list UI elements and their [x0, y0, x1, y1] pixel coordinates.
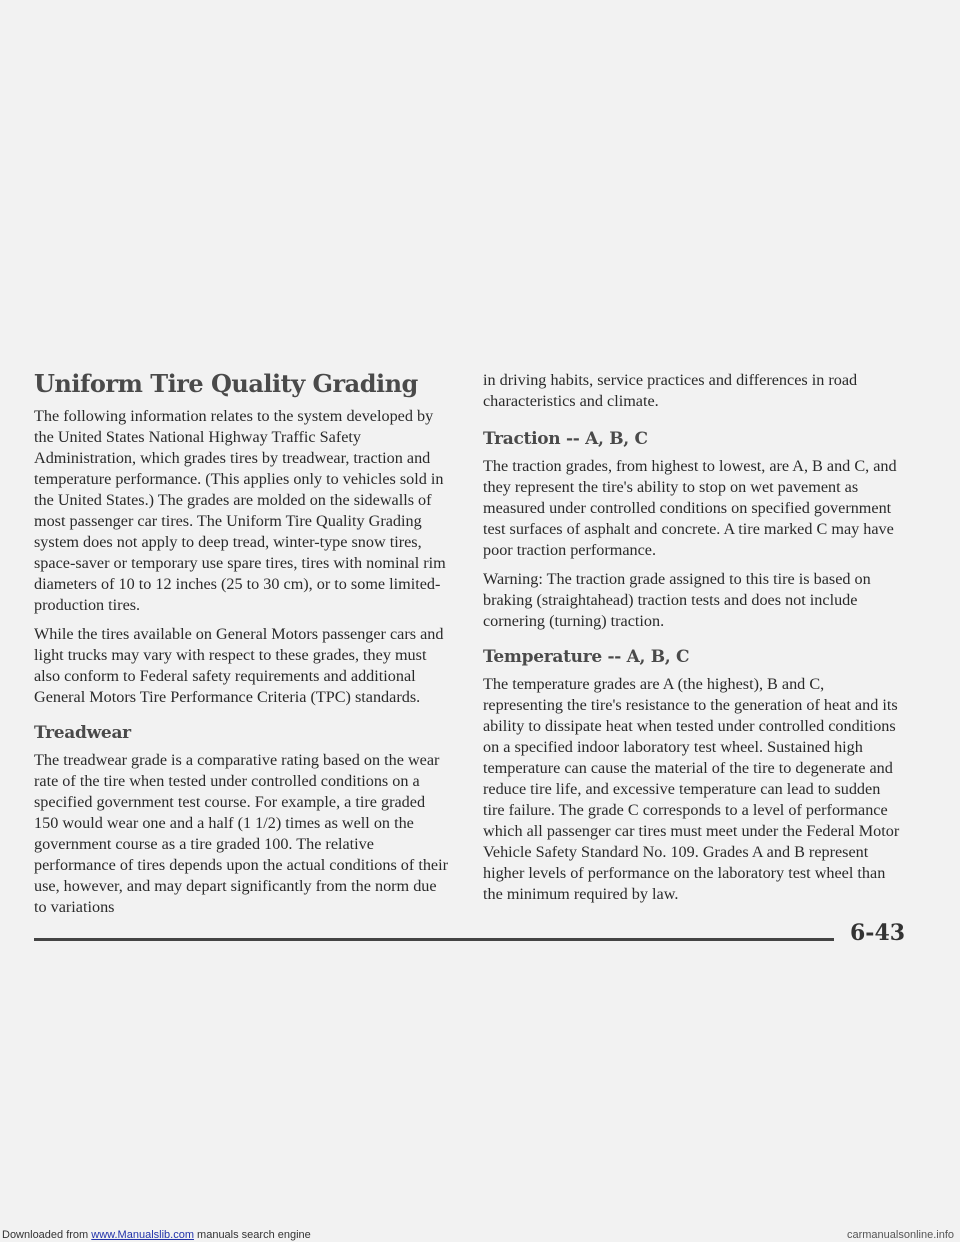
manualslib-link[interactable]: www.Manualslib.com [91, 1229, 194, 1241]
footer-prefix: Downloaded from [2, 1229, 92, 1241]
treadwear-paragraph: The treadwear grade is a comparative rating based on the wear rate of the tire when tested under controlled conditions on a specified government test course. For example, a tire graded 150 would wear one and a half (1 1/2) times as well on the government course as a tire graded 100. The relative performance of tires depends upon the actual conditions of their use, however, and may depart significantly from the norm due to variations [34, 751, 448, 916]
footer-suffix: manuals search engine [193, 1229, 311, 1241]
traction-heading: Traction -- A, B, C [483, 429, 648, 449]
gm-standards-paragraph: While the tires available on General Motors passenger cars and light trucks may vary with respect to these grades, they must also conform to Federal safety requirements and additional General Motors Tire Performance Criteria (TPC) standards. [34, 625, 444, 706]
treadwear-heading: Treadwear [34, 723, 131, 743]
left-column [34, 370, 452, 926]
footer-source [2, 1228, 311, 1242]
right-column [483, 370, 903, 913]
temperature-heading: Temperature -- A, B, C [483, 647, 690, 667]
treadwear-continued-paragraph: in driving habits, service practices and differences in road characteristics and climate. [483, 371, 858, 410]
page-number: 6-43 [850, 920, 906, 946]
traction-warning: Warning: The traction grade assigned to this tire is based on braking (straightahead) traction tests and does not include cornering (turning) traction. [483, 570, 871, 630]
download-footer [0, 1228, 960, 1242]
footer-rule [34, 938, 834, 941]
footer-watermark: carmanualsonline.info [846, 1229, 954, 1241]
temperature-paragraph: The temperature grades are A (the highest), B and C, representing the tire's resistance to the generation of heat and its ability to dissipate heat when tested under controlled conditions on a specified indoor laboratory test wheel. Sustained high temperature can cause the material of the tire to degenerate and reduce tire life, and excessive temperature can lead to sudden tire failure. The grade C corresponds to a level of performance which all passenger car tires must meet under the Federal Motor Vehicle Safety Standard No. 109. Grades A and B represent higher levels of performance on the laboratory test wheel than the minimum required by law. [483, 675, 900, 903]
intro-paragraph: The following information relates to the system developed by the United States National Highway Traffic Safety Administration, which grades tires by treadwear, traction and temperature performance. (This applies only to vehicles sold in the United States.) The grades are molded on the sidewalls of most passenger car tires. The Uniform Tire Quality Grading system does not apply to deep tread, winter-type snow tires, space-saver or temporary use spare tires, tires with nominal rim diameters of 10 to 12 inches (25 to 30 cm), or to some limited-production tires. [34, 407, 446, 614]
traction-paragraph: The traction grades, from highest to lowest, are A, B and C, and they represent the tire's ability to stop on wet pavement as measured under controlled conditions on specified government test surfaces of asphalt and concrete. A tire marked C may have poor traction performance. [483, 457, 897, 559]
section-title: Uniform Tire Quality Grading [34, 369, 418, 398]
